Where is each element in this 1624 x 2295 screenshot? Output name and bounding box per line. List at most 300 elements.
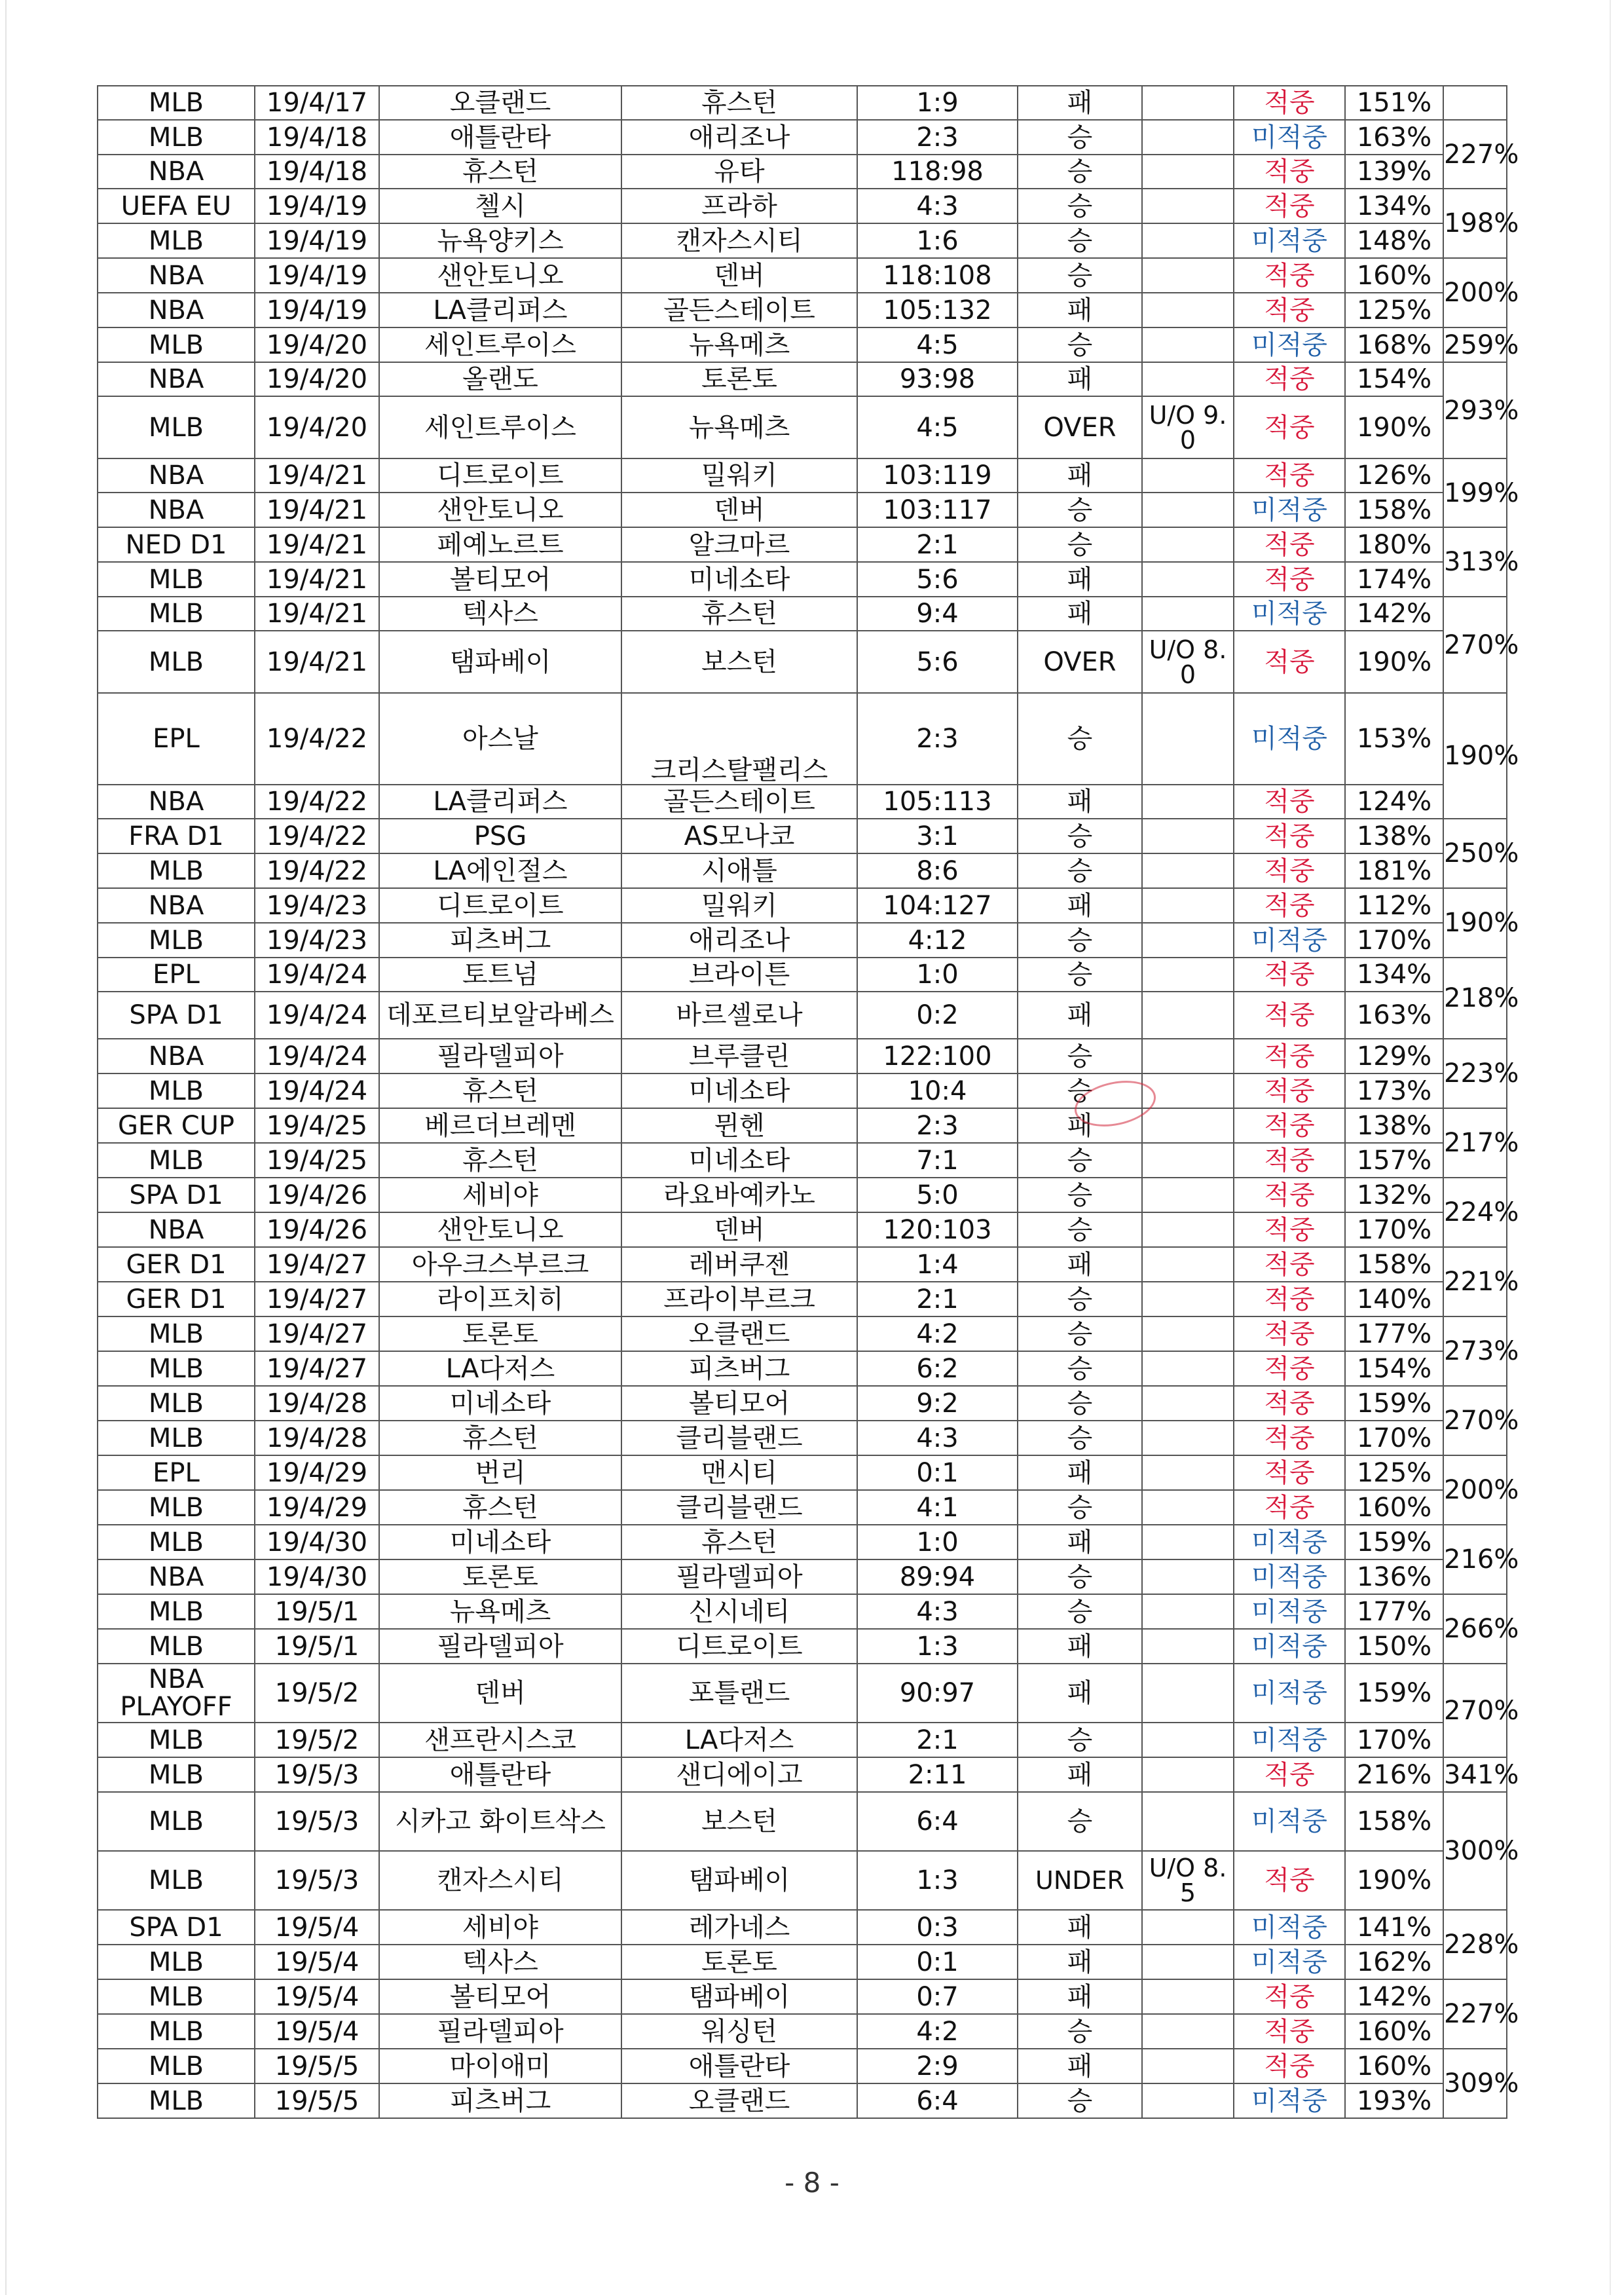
odds-cell: 153%	[1345, 693, 1443, 785]
home-team-cell: 필라델피아	[379, 1039, 621, 1073]
pick-cell: 승	[1018, 1039, 1142, 1073]
over-under-line-cell	[1142, 1525, 1234, 1559]
odds-cell: 124%	[1345, 785, 1443, 819]
table-row	[98, 1039, 1507, 1073]
combo-odds-cell: 227%	[1443, 1979, 1507, 2049]
pick-cell: 패	[1018, 785, 1142, 819]
away-team-cell: 캔자스시티	[621, 223, 857, 258]
away-team-cell: 휴스턴	[621, 597, 857, 631]
score-cell: 1:3	[857, 1629, 1018, 1664]
league-cell: MLB	[98, 2014, 255, 2049]
combo-odds-cell: 273%	[1443, 1316, 1507, 1386]
date-cell: 19/4/21	[255, 458, 379, 493]
score-cell: 104:127	[857, 888, 1018, 923]
away-team-cell: LA다저스	[621, 1723, 857, 1757]
combo-odds-cell: 341%	[1443, 1757, 1507, 1792]
odds-cell: 168%	[1345, 327, 1443, 362]
home-team-cell: 덴버	[379, 1664, 621, 1723]
score-cell: 4:5	[857, 327, 1018, 362]
table-body	[98, 86, 1519, 2118]
over-under-line-cell: U/O 9.0	[1142, 396, 1234, 458]
league-cell: MLB	[98, 1629, 255, 1664]
away-team-cell: 맨시티	[621, 1455, 857, 1490]
over-under-line-cell	[1142, 2049, 1234, 2083]
score-cell: 4:2	[857, 1316, 1018, 1351]
home-team-cell: 토트넘	[379, 958, 621, 992]
result-cell: 미적중	[1234, 493, 1345, 527]
result-cell: 적중	[1234, 1421, 1345, 1455]
league-cell: NBA PLAYOFF	[98, 1664, 255, 1723]
home-team-cell: 텍사스	[379, 597, 621, 631]
date-cell: 19/4/21	[255, 493, 379, 527]
league-cell: UEFA EU	[98, 189, 255, 223]
away-team-cell: 미네소타	[621, 1073, 857, 1108]
home-team-cell: 번리	[379, 1455, 621, 1490]
odds-cell: 125%	[1345, 1455, 1443, 1490]
odds-cell: 170%	[1345, 1421, 1443, 1455]
odds-cell: 112%	[1345, 888, 1443, 923]
date-cell: 19/4/19	[255, 293, 379, 327]
home-team-cell: 올랜도	[379, 362, 621, 396]
table-row	[98, 327, 1507, 362]
result-cell: 적중	[1234, 1247, 1345, 1282]
combo-odds-cell: 190%	[1443, 693, 1507, 819]
away-team-cell: 라요바예카노	[621, 1178, 857, 1212]
home-team-cell: LA클리퍼스	[379, 293, 621, 327]
away-team-cell: 레버쿠젠	[621, 1247, 857, 1282]
away-team-cell: 탬파베이	[621, 1851, 857, 1910]
result-cell: 적중	[1234, 458, 1345, 493]
home-team-cell: LA클리퍼스	[379, 785, 621, 819]
over-under-line-cell	[1142, 2083, 1234, 2118]
table-row	[98, 293, 1507, 327]
table-row	[98, 1525, 1507, 1559]
league-cell: MLB	[98, 1979, 255, 2014]
league-cell: MLB	[98, 1073, 255, 1108]
table-row	[98, 1143, 1507, 1178]
date-cell: 19/4/20	[255, 396, 379, 458]
home-team-cell: 휴스턴	[379, 1143, 621, 1178]
table-row	[98, 223, 1507, 258]
date-cell: 19/4/27	[255, 1351, 379, 1386]
pick-cell: 패	[1018, 992, 1142, 1039]
home-team-cell: 애틀란타	[379, 120, 621, 155]
score-cell: 3:1	[857, 819, 1018, 853]
score-cell: 4:3	[857, 1421, 1018, 1455]
odds-cell: 160%	[1345, 1490, 1443, 1525]
over-under-line-cell	[1142, 1351, 1234, 1386]
odds-cell: 158%	[1345, 493, 1443, 527]
combo-odds-cell: 266%	[1443, 1594, 1507, 1664]
over-under-line-cell	[1142, 1945, 1234, 1979]
result-cell: 적중	[1234, 527, 1345, 562]
score-cell: 103:117	[857, 493, 1018, 527]
date-cell: 19/4/27	[255, 1282, 379, 1316]
combo-odds-cell: 221%	[1443, 1247, 1507, 1316]
result-cell: 적중	[1234, 2014, 1345, 2049]
pick-cell: 패	[1018, 1108, 1142, 1143]
date-cell: 19/4/23	[255, 923, 379, 958]
table-row	[98, 888, 1507, 923]
result-cell: 적중	[1234, 1108, 1345, 1143]
combo-odds-cell: 293%	[1443, 362, 1507, 458]
score-cell: 118:108	[857, 258, 1018, 293]
league-cell: MLB	[98, 631, 255, 693]
away-team-cell: 보스턴	[621, 1792, 857, 1851]
date-cell: 19/5/5	[255, 2083, 379, 2118]
result-cell: 적중	[1234, 1316, 1345, 1351]
odds-cell: 159%	[1345, 1386, 1443, 1421]
home-team-cell: 세비야	[379, 1910, 621, 1945]
date-cell: 19/5/4	[255, 2014, 379, 2049]
result-cell: 미적중	[1234, 1910, 1345, 1945]
result-cell: 적중	[1234, 1851, 1345, 1910]
away-team-cell: 클리블랜드	[621, 1490, 857, 1525]
pick-cell: 패	[1018, 458, 1142, 493]
table-row	[98, 1282, 1507, 1316]
league-cell: NBA	[98, 1212, 255, 1247]
pick-cell: 승	[1018, 1594, 1142, 1629]
away-team-cell: 미네소타	[621, 562, 857, 597]
result-cell: 적중	[1234, 1212, 1345, 1247]
result-cell: 적중	[1234, 992, 1345, 1039]
odds-cell: 140%	[1345, 1282, 1443, 1316]
odds-cell: 158%	[1345, 1247, 1443, 1282]
over-under-line-cell	[1142, 223, 1234, 258]
result-cell: 적중	[1234, 1490, 1345, 1525]
league-cell: MLB	[98, 1386, 255, 1421]
score-cell: 0:7	[857, 1979, 1018, 2014]
table-row	[98, 458, 1507, 493]
over-under-line-cell	[1142, 293, 1234, 327]
result-cell: 미적중	[1234, 923, 1345, 958]
score-cell: 4:2	[857, 2014, 1018, 2049]
home-team-cell: 필라델피아	[379, 1629, 621, 1664]
result-cell: 미적중	[1234, 693, 1345, 785]
score-cell: 122:100	[857, 1039, 1018, 1073]
away-team-cell: 토론토	[621, 1945, 857, 1979]
score-cell: 0:2	[857, 992, 1018, 1039]
league-cell: NBA	[98, 1039, 255, 1073]
over-under-line-cell	[1142, 155, 1234, 189]
date-cell: 19/4/21	[255, 631, 379, 693]
league-cell: EPL	[98, 958, 255, 992]
away-team-cell: 애리조나	[621, 923, 857, 958]
result-cell: 적중	[1234, 1073, 1345, 1108]
league-cell: MLB	[98, 223, 255, 258]
league-cell: MLB	[98, 1143, 255, 1178]
odds-cell: 141%	[1345, 1910, 1443, 1945]
over-under-line-cell	[1142, 1247, 1234, 1282]
table-row	[98, 1351, 1507, 1386]
home-team-cell: 토론토	[379, 1559, 621, 1594]
table-row	[98, 958, 1507, 992]
result-cell: 미적중	[1234, 1664, 1345, 1723]
table-row	[98, 2014, 1507, 2049]
league-cell: MLB	[98, 562, 255, 597]
league-cell: MLB	[98, 327, 255, 362]
score-cell: 4:12	[857, 923, 1018, 958]
over-under-line-cell	[1142, 120, 1234, 155]
odds-cell: 158%	[1345, 1792, 1443, 1851]
over-under-line-cell	[1142, 1723, 1234, 1757]
away-team-cell: 피츠버그	[621, 1351, 857, 1386]
combo-odds-cell: 200%	[1443, 1455, 1507, 1525]
home-team-cell: 볼티모어	[379, 562, 621, 597]
over-under-line-cell: U/O 8.0	[1142, 631, 1234, 693]
score-cell: 2:1	[857, 527, 1018, 562]
home-team-cell: 디트로이트	[379, 458, 621, 493]
league-cell: MLB	[98, 396, 255, 458]
odds-cell: 134%	[1345, 958, 1443, 992]
league-cell: MLB	[98, 1351, 255, 1386]
odds-cell: 174%	[1345, 562, 1443, 597]
pick-cell: 승	[1018, 1073, 1142, 1108]
result-cell: 미적중	[1234, 2083, 1345, 2118]
score-cell: 4:5	[857, 396, 1018, 458]
home-team-cell: LA다저스	[379, 1351, 621, 1386]
result-cell: 미적중	[1234, 223, 1345, 258]
table-row	[98, 785, 1507, 819]
date-cell: 19/4/19	[255, 223, 379, 258]
result-cell: 적중	[1234, 1757, 1345, 1792]
odds-cell: 157%	[1345, 1143, 1443, 1178]
away-team-cell: 골든스테이트	[621, 293, 857, 327]
table-row	[98, 396, 1507, 458]
away-team-cell: 휴스턴	[621, 1525, 857, 1559]
home-team-cell: 텍사스	[379, 1945, 621, 1979]
away-team-cell: 볼티모어	[621, 1386, 857, 1421]
over-under-line-cell	[1142, 527, 1234, 562]
pick-cell: 패	[1018, 1525, 1142, 1559]
home-team-cell: 휴스턴	[379, 1073, 621, 1108]
betting-record-table	[97, 85, 1519, 2119]
score-cell: 5:6	[857, 631, 1018, 693]
away-team-cell: 프라하	[621, 189, 857, 223]
date-cell: 19/4/27	[255, 1247, 379, 1282]
pick-cell: 승	[1018, 1559, 1142, 1594]
home-team-cell: 휴스턴	[379, 1490, 621, 1525]
date-cell: 19/4/23	[255, 888, 379, 923]
score-cell: 1:9	[857, 86, 1018, 120]
away-team-cell: 뉴욕메츠	[621, 327, 857, 362]
date-cell: 19/5/4	[255, 1910, 379, 1945]
date-cell: 19/5/1	[255, 1629, 379, 1664]
pick-cell: 승	[1018, 1282, 1142, 1316]
home-team-cell: 세인트루이스	[379, 396, 621, 458]
away-team-cell: 뮌헨	[621, 1108, 857, 1143]
home-team-cell: 아우크스부르크	[379, 1247, 621, 1282]
odds-cell: 181%	[1345, 853, 1443, 888]
date-cell: 19/4/18	[255, 155, 379, 189]
table-row	[98, 1212, 1507, 1247]
over-under-line-cell	[1142, 1559, 1234, 1594]
over-under-line-cell	[1142, 86, 1234, 120]
odds-cell: 138%	[1345, 1108, 1443, 1143]
result-cell: 미적중	[1234, 1525, 1345, 1559]
odds-cell: 190%	[1345, 631, 1443, 693]
league-cell: MLB	[98, 597, 255, 631]
result-cell: 미적중	[1234, 1945, 1345, 1979]
league-cell: GER CUP	[98, 1108, 255, 1143]
score-cell: 120:103	[857, 1212, 1018, 1247]
over-under-line-cell	[1142, 2014, 1234, 2049]
league-cell: MLB	[98, 1421, 255, 1455]
away-team-cell: 필라델피아	[621, 1559, 857, 1594]
table-row	[98, 1073, 1507, 1108]
pick-cell: 승	[1018, 2014, 1142, 2049]
table-row	[98, 853, 1507, 888]
result-cell: 미적중	[1234, 120, 1345, 155]
over-under-line-cell	[1142, 923, 1234, 958]
score-cell: 6:4	[857, 1792, 1018, 1851]
odds-cell: 216%	[1345, 1757, 1443, 1792]
result-cell: 적중	[1234, 1039, 1345, 1073]
away-team-cell: 휴스턴	[621, 86, 857, 120]
result-cell: 미적중	[1234, 1792, 1345, 1851]
date-cell: 19/4/29	[255, 1455, 379, 1490]
table-row	[98, 1594, 1507, 1629]
table-row	[98, 362, 1507, 396]
home-team-cell: 세인트루이스	[379, 327, 621, 362]
score-cell: 2:1	[857, 1282, 1018, 1316]
home-team-cell: 필라델피아	[379, 2014, 621, 2049]
pick-cell: UNDER	[1018, 1851, 1142, 1910]
league-cell: NBA	[98, 362, 255, 396]
away-team-cell: 디트로이트	[621, 1629, 857, 1664]
date-cell: 19/4/24	[255, 958, 379, 992]
table-row	[98, 1178, 1507, 1212]
league-cell: EPL	[98, 1455, 255, 1490]
league-cell: MLB	[98, 2083, 255, 2118]
pick-cell: 승	[1018, 1178, 1142, 1212]
date-cell: 19/5/3	[255, 1757, 379, 1792]
league-cell: EPL	[98, 693, 255, 785]
odds-cell: 139%	[1345, 155, 1443, 189]
table-row	[98, 1421, 1507, 1455]
score-cell: 4:3	[857, 1594, 1018, 1629]
over-under-line-cell	[1142, 958, 1234, 992]
combo-odds-cell: 223%	[1443, 1039, 1507, 1108]
pick-cell: 승	[1018, 189, 1142, 223]
table-row	[98, 1757, 1507, 1792]
combo-odds-cell: 224%	[1443, 1178, 1507, 1247]
home-team-cell: 미네소타	[379, 1525, 621, 1559]
away-team-cell: 애리조나	[621, 120, 857, 155]
pick-cell: 패	[1018, 562, 1142, 597]
date-cell: 19/5/2	[255, 1664, 379, 1723]
combo-odds-cell: 216%	[1443, 1525, 1507, 1594]
table-row	[98, 819, 1507, 853]
table-row	[98, 597, 1507, 631]
pick-cell: 패	[1018, 1945, 1142, 1979]
date-cell: 19/4/22	[255, 785, 379, 819]
combo-odds-cell: 198%	[1443, 189, 1507, 258]
date-cell: 19/5/1	[255, 1594, 379, 1629]
combo-odds-cell: 313%	[1443, 527, 1507, 597]
result-cell: 적중	[1234, 396, 1345, 458]
league-cell: MLB	[98, 853, 255, 888]
score-cell: 5:0	[857, 1178, 1018, 1212]
date-cell: 19/4/29	[255, 1490, 379, 1525]
league-cell: MLB	[98, 2049, 255, 2083]
away-team-cell: 샌디에이고	[621, 1757, 857, 1792]
pick-cell: 승	[1018, 527, 1142, 562]
over-under-line-cell	[1142, 785, 1234, 819]
date-cell: 19/4/24	[255, 1039, 379, 1073]
score-cell: 7:1	[857, 1143, 1018, 1178]
away-team-cell: 크리스탈팰리스	[621, 693, 857, 785]
date-cell: 19/4/19	[255, 258, 379, 293]
league-cell: GER D1	[98, 1247, 255, 1282]
date-cell: 19/4/28	[255, 1421, 379, 1455]
away-team-cell: 신시네티	[621, 1594, 857, 1629]
date-cell: 19/4/19	[255, 189, 379, 223]
over-under-line-cell	[1142, 327, 1234, 362]
home-team-cell: 휴스턴	[379, 1421, 621, 1455]
home-team-cell: PSG	[379, 819, 621, 853]
score-cell: 2:1	[857, 1723, 1018, 1757]
date-cell: 19/4/22	[255, 853, 379, 888]
result-cell: 적중	[1234, 2049, 1345, 2083]
league-cell: NBA	[98, 785, 255, 819]
home-team-cell: 휴스턴	[379, 155, 621, 189]
score-cell: 105:132	[857, 293, 1018, 327]
over-under-line-cell	[1142, 1178, 1234, 1212]
away-team-cell: 브라이튼	[621, 958, 857, 992]
date-cell: 19/5/4	[255, 1945, 379, 1979]
date-cell: 19/5/5	[255, 2049, 379, 2083]
table-row	[98, 258, 1507, 293]
league-cell: GER D1	[98, 1282, 255, 1316]
over-under-line-cell	[1142, 888, 1234, 923]
over-under-line-cell	[1142, 1386, 1234, 1421]
away-team-cell: 유타	[621, 155, 857, 189]
date-cell: 19/4/25	[255, 1143, 379, 1178]
result-cell: 적중	[1234, 293, 1345, 327]
pick-cell: 패	[1018, 597, 1142, 631]
pick-cell: 승	[1018, 120, 1142, 155]
score-cell: 118:98	[857, 155, 1018, 189]
combo-odds-cell: 309%	[1443, 2049, 1507, 2118]
league-cell: MLB	[98, 120, 255, 155]
score-cell: 9:2	[857, 1386, 1018, 1421]
table-row	[98, 1108, 1507, 1143]
odds-cell: 170%	[1345, 923, 1443, 958]
pick-cell: 승	[1018, 1212, 1142, 1247]
pick-cell: 승	[1018, 853, 1142, 888]
home-team-cell: 뉴욕양키스	[379, 223, 621, 258]
league-cell: MLB	[98, 1945, 255, 1979]
date-cell: 19/4/30	[255, 1525, 379, 1559]
league-cell: MLB	[98, 1594, 255, 1629]
over-under-line-cell	[1142, 1143, 1234, 1178]
table-row	[98, 1792, 1507, 1851]
combo-odds-cell: 300%	[1443, 1792, 1507, 1910]
away-team-cell: 오클랜드	[621, 2083, 857, 2118]
home-team-cell: 샌안토니오	[379, 258, 621, 293]
league-cell: NBA	[98, 1559, 255, 1594]
date-cell: 19/4/27	[255, 1316, 379, 1351]
score-cell: 10:4	[857, 1073, 1018, 1108]
odds-cell: 193%	[1345, 2083, 1443, 2118]
combo-odds-cell: 218%	[1443, 958, 1507, 1039]
result-cell: 적중	[1234, 888, 1345, 923]
combo-odds-cell: 270%	[1443, 597, 1507, 693]
over-under-line-cell: U/O 8.5	[1142, 1851, 1234, 1910]
result-cell: 적중	[1234, 853, 1345, 888]
table-row	[98, 2049, 1507, 2083]
